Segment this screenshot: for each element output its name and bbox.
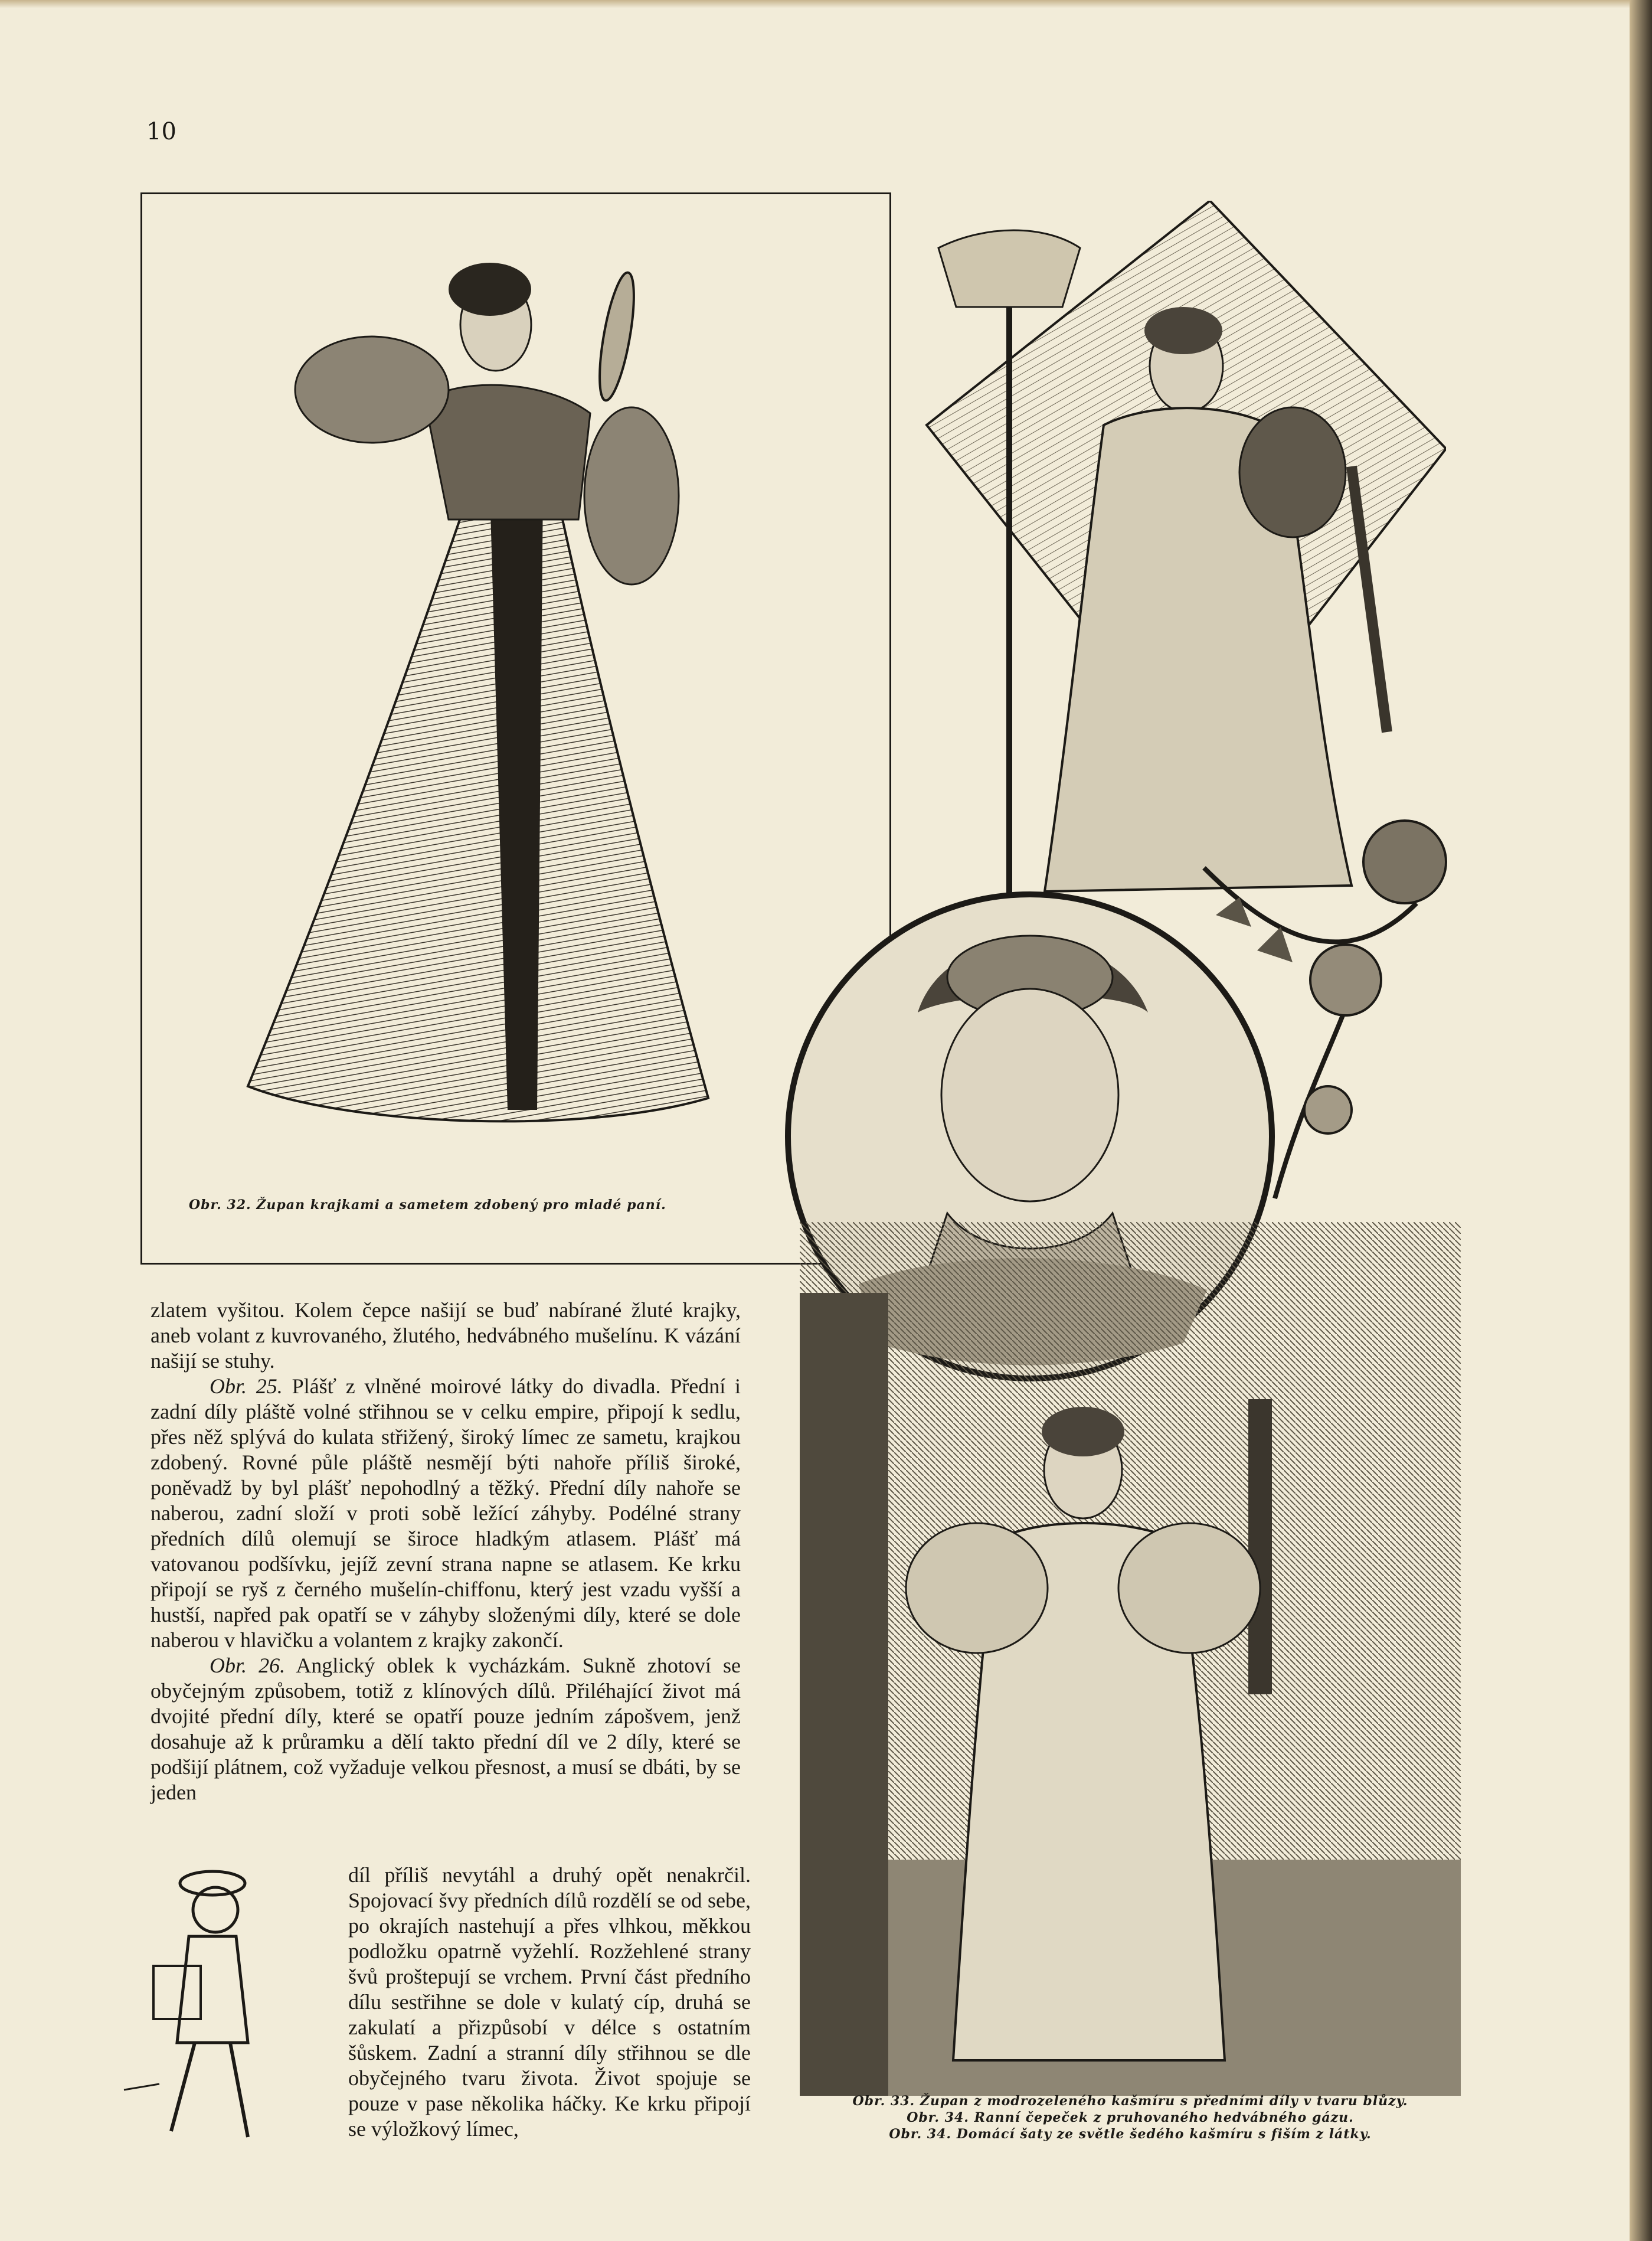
page-binding-edge: [1630, 0, 1652, 2241]
article-paragraph-2: [151, 1374, 741, 1653]
article-column-continuation: [348, 1863, 751, 2142]
figure-32-caption: Obr. 32. Župan krajkami a sametem zdobený pro mladé paní.: [189, 1197, 666, 1213]
page-number: 10: [146, 118, 176, 145]
page-top-edge: [0, 0, 1652, 8]
walking-man-sketch: [118, 1854, 342, 2149]
article-paragraph-3: [151, 1653, 741, 1805]
figure-34-caption-a: Obr. 34. Ranní čepeček z pruhovaného hedvábného gázu.: [907, 2110, 1354, 2125]
paragraph-1-text: zlatem vyšitou. Kolem čepce našijí se buď nabírané žluté krajky, aneb volant z kuvrovaného, žlutého, hedvábného mušelínu. K vázání našijí se stuhy.: [151, 1298, 741, 1373]
paragraph-3-lead: Obr. 26.: [210, 1654, 286, 1677]
paragraph-2-lead: Obr. 25.: [210, 1374, 283, 1398]
figures-33-34-captions: [800, 2093, 1461, 2142]
figure-33-caption: Obr. 33. Župan z modrozeleného kašmíru s předními díly v tvaru blůzy.: [852, 2093, 1408, 2109]
article-column-top: [151, 1298, 741, 1805]
paragraph-3-text: Anglický oblek k vycházkám. Sukně zhotoví se obyčejným způsobem, totiž z klínových dílů. Přiléhající život má dvojité přední díly, které se opatří pouze jedním zápošvem, jenž dosahuje až k průramku a dělí takto přední díl ve 2 díly, které se podšijí plátnem, což vyžaduje velkou přesnost, a musí se dbáti, by se jeden: [151, 1654, 741, 1804]
figure-34-caption-b: Obr. 34. Domácí šaty ze světle šedého kašmíru s fiším z látky.: [889, 2126, 1372, 2142]
paragraph-2-text: Plášť z vlněné moirové látky do divadla. Přední i zadní díly pláště volné střihnou se v celku empire, připojí k sedlu, přes něž splývá do kulata střižený, široký límec ze sametu, krajkou zdobený. Rovné půle pláště nesmějí býti nahoře příliš široké, poněvadž by byl plášť nepohodlný a těžký. Přední díly nahoře se naberou, zadní složí v proti sobě ležící záhyby. Podélné strany předních dílů olemují se široce hladkým atlasem. Plášť má vatovanou podšívku, jejíž zevní strana napne se atlasem. Ke krku připojí se ryš z černého mušelín-chiffonu, který jest vzadu vyšší a hustší, napřed pak opatří se v záhyby složenými díly, které se dole naberou v hlavičku a volantem z krajky zakončí.: [151, 1374, 741, 1652]
article-paragraph-1: [151, 1298, 741, 1374]
paragraph-3-continuation: díl příliš nevytáhl a druhý opět nenakrčil. Spojovací švy předních dílů rozdělí se od sebe, po okrajích nastehují a přes vlhkou, měkkou podložku opatrně vyžehlí. Rozžehlené strany švů proštepují se vrchem. První část předního dílu sestřihne se dole v kulatý cíp, druhá se zakulatí a přizpůsobí v délce s ostatním šůskem. Zadní a stranní díly střihnou se dle obyčejného tvaru života. Život spojuje se pouze v pase několika háčky. Ke krku připojí se výložkový límec,: [348, 1863, 751, 2141]
woman-in-garden-illustration: [800, 1222, 1461, 2096]
woman-with-mirror-illustration: [177, 236, 803, 1157]
